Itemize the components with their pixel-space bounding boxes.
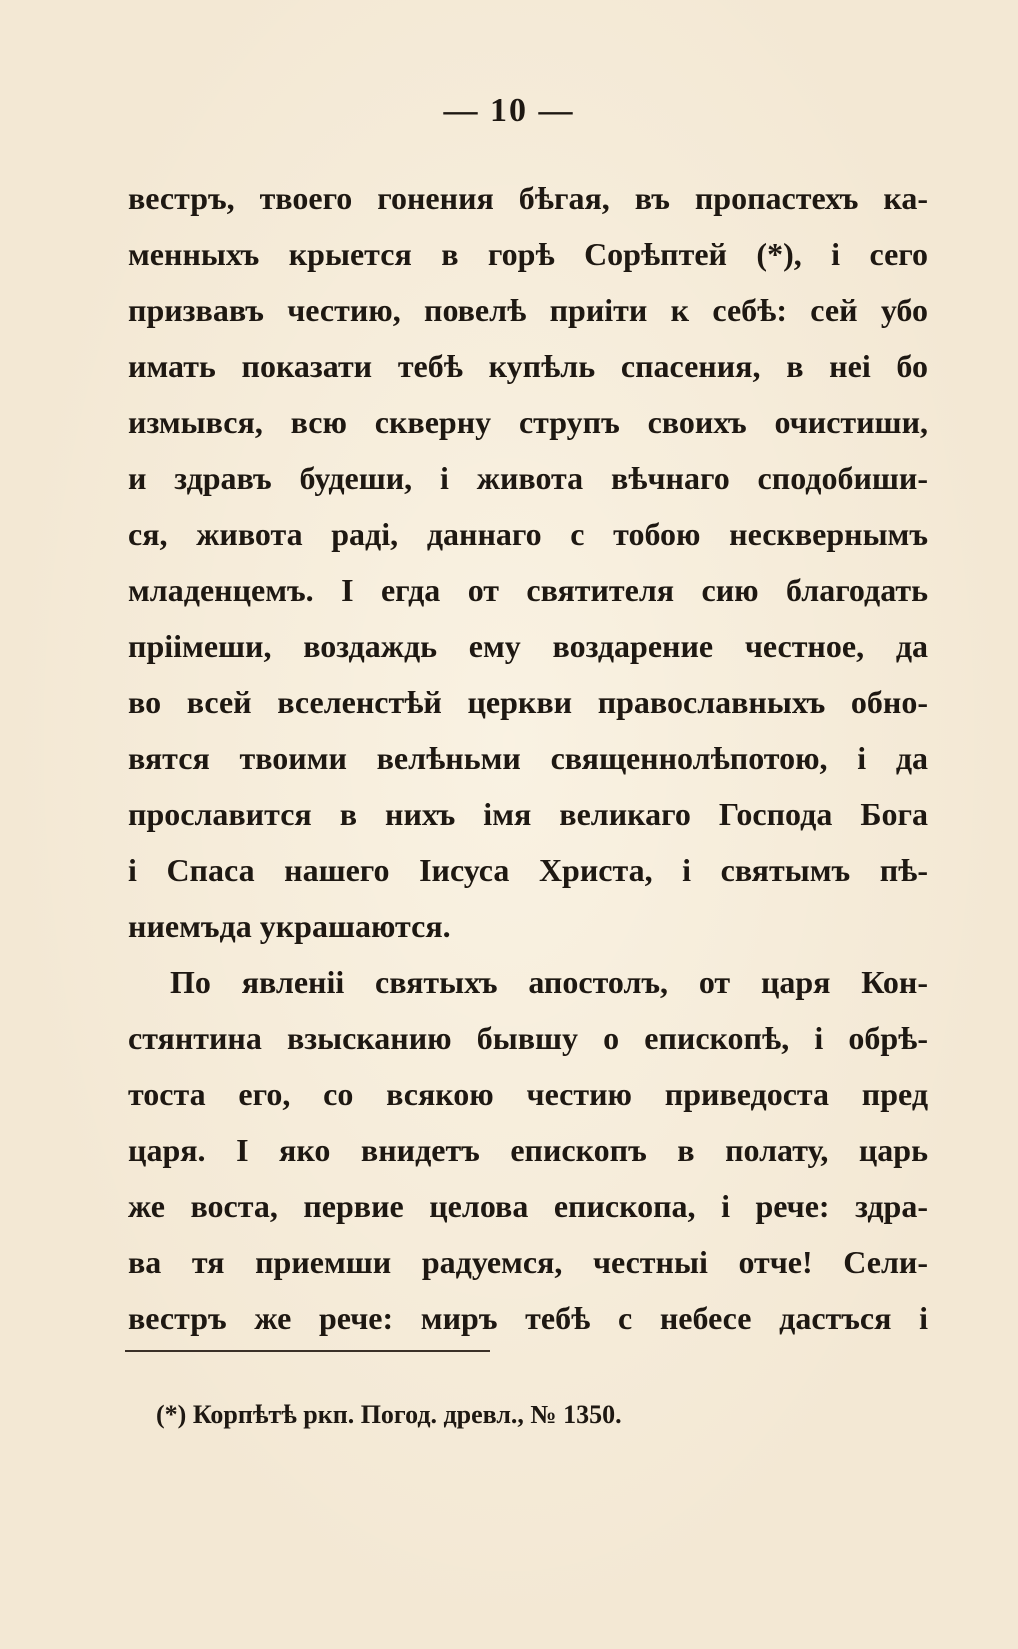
text-line: имать показати тебѣ купѣль спасения, в неі бо — [128, 348, 928, 384]
text-line: менныхъ крыется в горѣ Сорѣптей (*), і сего — [128, 236, 928, 272]
page-number: — 10 — — [443, 92, 575, 129]
footnote-divider — [125, 1350, 490, 1352]
text-line: стянтина взысканию бывшу о епископѣ, і обрѣ- — [128, 1020, 928, 1056]
text-line: царя. І яко внидетъ епископъ в полату, царь — [128, 1132, 928, 1168]
footnote: (*) Корпѣтѣ ркп. Погод. древл., № 1350. — [156, 1400, 622, 1429]
body-text — [128, 170, 928, 1346]
text-line: прославится в нихъ імя великаго Господа Бога — [128, 796, 928, 832]
text-line: ся, живота раді, даннаго с тобою несквернымъ — [128, 516, 928, 552]
text-line: же воста, первие целова епископа, і рече: здра- — [128, 1188, 928, 1224]
text-line: и здравъ будеши, і живота вѣчнаго сподобиши- — [128, 460, 928, 496]
text-line: призвавъ честию, повелѣ приіти к себѣ: сей убо — [128, 292, 928, 328]
text-line: во всей вселенстѣй церкви православныхъ обно- — [128, 684, 928, 720]
text-line: младенцемъ. І егда от святителя сию благодать — [128, 572, 928, 608]
text-line: ниемъда украшаются. — [128, 908, 451, 944]
text-line: пріімеши, воздаждь ему воздарение честное, да — [128, 628, 928, 664]
text-line: вестръ же рече: миръ тебѣ с небесе дастъся і — [128, 1300, 928, 1336]
text-line: По явленіі святыхъ апостолъ, от царя Кон- — [170, 964, 928, 1000]
text-line: і Спаса нашего Іисуса Христа, і святымъ пѣ- — [128, 852, 928, 888]
text-line: вятся твоими велѣньми священнолѣпотою, і да — [128, 740, 928, 776]
text-line: измывся, всю скверну струпъ своихъ очистиши, — [128, 404, 928, 440]
text-line: ва тя приемши радуемся, честныі отче! Сели- — [128, 1244, 928, 1280]
text-line: тоста его, со всякою честию приведоста пред — [128, 1076, 928, 1112]
text-line: вестръ, твоего гонения бѣгая, въ пропастехъ ка- — [128, 180, 928, 216]
